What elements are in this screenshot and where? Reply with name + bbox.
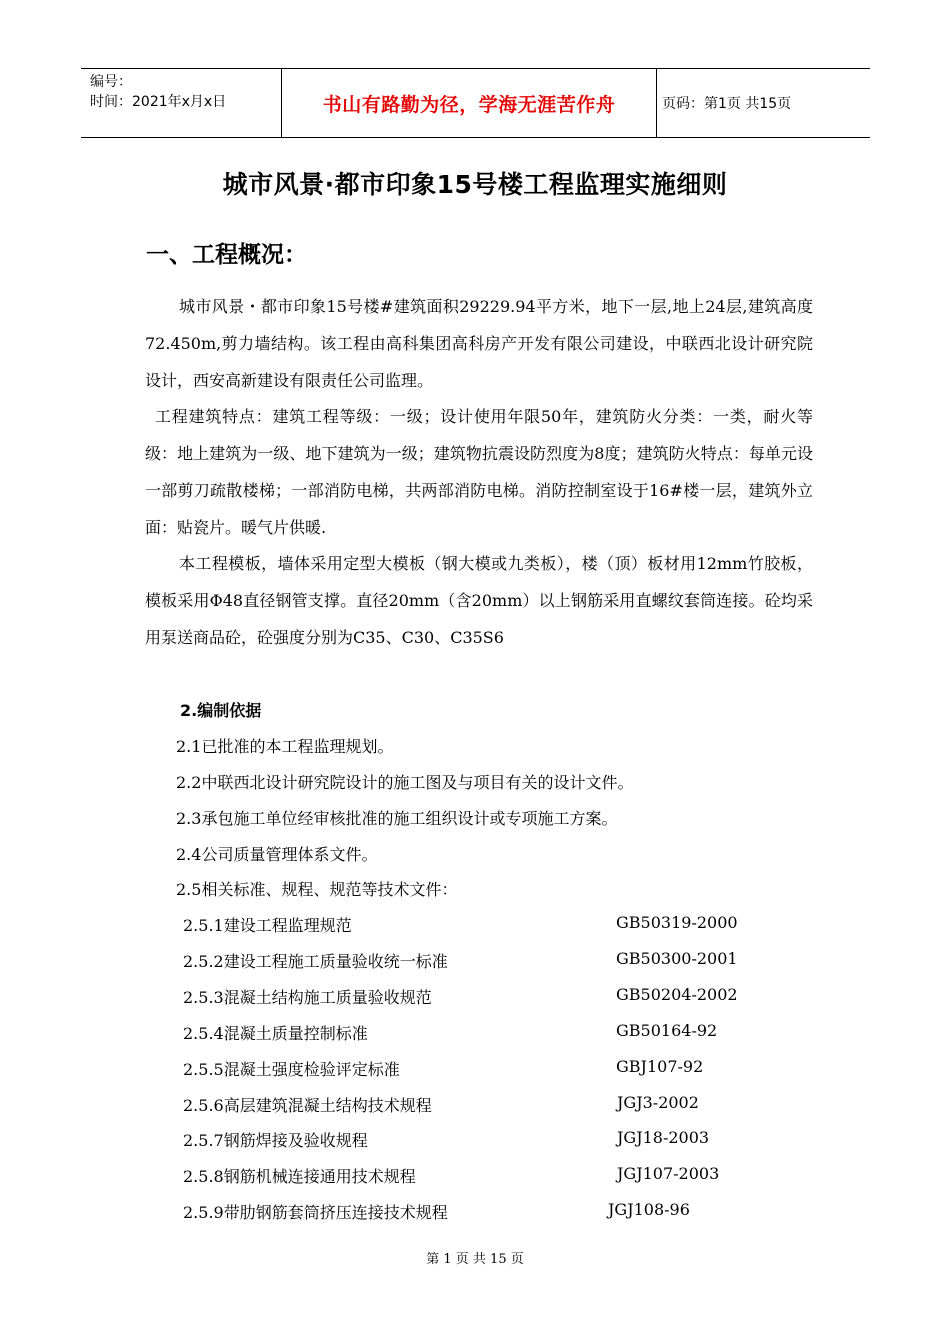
standard-name: 2.5.8钢筋机械连接通用技术规程 [183,1167,416,1186]
standard-code: JGJ18-2003 [617,1128,710,1147]
standard-code: GB50204-2002 [616,985,738,1004]
document-time-label: 时间：2021年x月x日 [90,94,227,110]
document-title: 城市风景·都市印象15号楼工程监理实施细则 [222,170,728,199]
standard-name: 2.5.2建设工程施工质量验收统一标准 [183,952,448,971]
standard-code: GBJ107-92 [616,1057,704,1076]
standard-name: 2.5.9带肋钢筋套筒挤压连接技术规程 [183,1203,448,1222]
basis-item: 2.5相关标准、规程、规范等技术文件： [176,880,458,899]
standard-name: 2.5.4混凝土质量控制标准 [183,1024,368,1043]
standard-code: GB50164-92 [616,1021,718,1040]
standard-name: 2.5.6高层建筑混凝土结构技术规程 [183,1096,432,1115]
standard-name: 2.5.1建设工程监理规范 [183,916,352,935]
standard-name: 2.5.5混凝土强度检验评定标准 [183,1060,400,1079]
header-motto-cell [281,69,657,137]
standard-code: JGJ107-2003 [617,1164,720,1183]
section-heading-basis: 2.编制依据 [180,701,262,720]
header-meta [81,69,281,137]
basis-item: 2.1已批准的本工程监理规划。 [176,737,394,756]
page-header [81,68,870,138]
standard-name: 2.5.7钢筋焊接及验收规程 [183,1131,368,1150]
standard-code: GB50300-2001 [616,949,738,968]
standard-code: JGJ108-96 [608,1200,690,1219]
section-heading-overview: 一、工程概况： [146,242,307,268]
basis-item: 2.3承包施工单位经审核批准的施工组织设计或专项施工方案。 [176,809,618,828]
standard-code: JGJ3-2002 [617,1093,699,1112]
standard-code: GB50319-2000 [616,913,738,932]
standard-name: 2.5.3混凝土结构施工质量验收规范 [183,988,432,1007]
header-page-info: 页码：第1页 共15页 [662,96,792,112]
header-motto: 书山有路勤为径，学海无涯苦作舟 [322,93,616,116]
page-footer: 第 1 页 共 15 页 [426,1252,524,1267]
overview-paragraph-3: 本工程模板，墙体采用定型大模板（钢大模或九类板），楼（顶）板材用12mm竹胶板，模板采用Φ48直径钢管支撑。直径20mm（含20mm）以上钢筋采用直螺纹套筒连接。砼均采用泵送商品砼，砼强度分别为C35、C30、C35S6 [145,554,813,647]
overview-paragraph-2: 工程建筑特点：建筑工程等级：一级；设计使用年限50年，建筑防火分类：一类，耐火等级：地上建筑为一级、地下建筑为一级；建筑物抗震设防烈度为8度；建筑防火特点：每单元设一部剪刀疏散楼梯；一部消防电梯，共两部消防电梯。消防控制室设于16#楼一层，建筑外立面：贴瓷片。暖气片供暖. [145,407,813,537]
overview-paragraph-1: 城市风景・都市印象15号楼#建筑面积29229.94平方米，地下一层,地上24层,建筑高度72.450m,剪力墙结构。该工程由高科集团高科房产开发有限公司建设，中联西北设计研究院设计，西安高新建设有限责任公司监理。 [145,297,813,390]
basis-item: 2.2中联西北设计研究院设计的施工图及与项目有关的设计文件。 [176,773,634,792]
document-number-label: 编号： [90,74,132,90]
basis-item: 2.4公司质量管理体系文件。 [176,845,378,864]
